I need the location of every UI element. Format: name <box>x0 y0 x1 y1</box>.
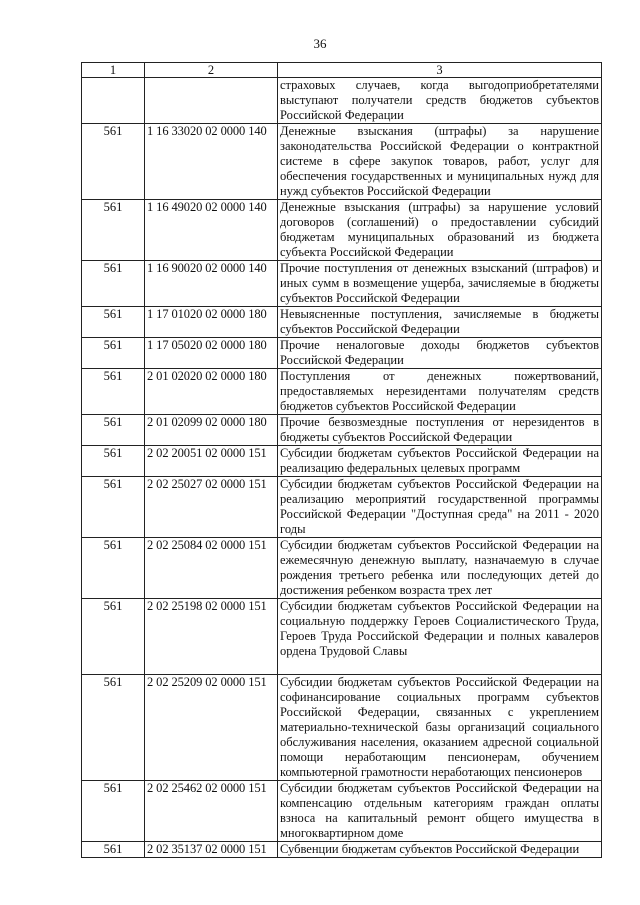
revenue-description-cell: Субсидии бюджетам субъектов Российской Федерации на софинансирование социальных программ субъектов Российской Федерации, связанных с укреплением материально-технической базы организаций социального обслуживания населения, оказанием адресной социальной помощи неработающим пенсионерам, обучением компьютерной грамотности неработающих пенсионеров <box>278 675 602 781</box>
administrator-code-cell: 561 <box>82 124 145 200</box>
table-row <box>82 261 602 307</box>
administrator-code-cell: 561 <box>82 307 145 338</box>
administrator-code-cell: 561 <box>82 261 145 307</box>
revenue-description-cell: Невыясненные поступления, зачисляемые в бюджеты субъектов Российской Федерации <box>278 307 602 338</box>
column-header: 3 <box>278 63 602 78</box>
revenue-description-cell: Прочие безвозмездные поступления от нерезидентов в бюджеты субъектов Российской Федерации <box>278 415 602 446</box>
budget-classification-code-cell: 2 02 25209 02 0000 151 <box>145 675 278 781</box>
column-header: 2 <box>145 63 278 78</box>
administrator-code-cell: 561 <box>82 599 145 675</box>
table-row <box>82 307 602 338</box>
administrator-code-cell: 561 <box>82 477 145 538</box>
table-row <box>82 200 602 261</box>
table-body <box>82 78 602 858</box>
administrator-code-cell: 561 <box>82 781 145 842</box>
revenue-description-cell: Субсидии бюджетам субъектов Российской Федерации на реализацию мероприятий государственной программы Российской Федерации "Доступная среда" на 2011 - 2020 годы <box>278 477 602 538</box>
administrator-code-cell: 561 <box>82 200 145 261</box>
budget-classification-code-cell: 2 02 25462 02 0000 151 <box>145 781 278 842</box>
budget-classification-code-cell: 2 02 20051 02 0000 151 <box>145 446 278 477</box>
budget-classification-code-cell: 2 01 02099 02 0000 180 <box>145 415 278 446</box>
table-row <box>82 477 602 538</box>
administrator-code-cell <box>82 78 145 124</box>
budget-classification-code-cell: 1 16 49020 02 0000 140 <box>145 200 278 261</box>
revenue-description-cell: Денежные взыскания (штрафы) за нарушение условий договоров (соглашений) о предоставлении субсидий бюджетам муниципальных образований из бюджета субъекта Российской Федерации <box>278 200 602 261</box>
table-header-row <box>82 63 602 78</box>
budget-classification-code-cell: 2 02 25027 02 0000 151 <box>145 477 278 538</box>
table-row <box>82 369 602 415</box>
administrator-code-cell: 561 <box>82 369 145 415</box>
administrator-code-cell: 561 <box>82 415 145 446</box>
budget-classification-code-cell: 1 17 01020 02 0000 180 <box>145 307 278 338</box>
budget-classification-code-cell: 1 16 33020 02 0000 140 <box>145 124 278 200</box>
revenue-description-cell: страховых случаев, когда выгодоприобретателями выступают получатели средств бюджетов субъектов Российской Федерации <box>278 78 602 124</box>
revenue-description-cell: Субсидии бюджетам субъектов Российской Федерации на реализацию федеральных целевых программ <box>278 446 602 477</box>
budget-classification-code-cell: 2 02 25198 02 0000 151 <box>145 599 278 675</box>
revenue-description-cell: Поступления от денежных пожертвований, предоставляемых нерезидентами получателям средств бюджетов субъектов Российской Федерации <box>278 369 602 415</box>
revenue-description-cell: Прочие неналоговые доходы бюджетов субъектов Российской Федерации <box>278 338 602 369</box>
table-row <box>82 538 602 599</box>
table-row <box>82 675 602 781</box>
administrator-code-cell: 561 <box>82 446 145 477</box>
revenue-description-cell: Субвенции бюджетам субъектов Российской Федерации <box>278 842 602 858</box>
budget-classification-code-cell: 2 02 35137 02 0000 151 <box>145 842 278 858</box>
budget-classification-code-cell: 2 01 02020 02 0000 180 <box>145 369 278 415</box>
budget-classification-code-cell: 2 02 25084 02 0000 151 <box>145 538 278 599</box>
administrator-code-cell: 561 <box>82 538 145 599</box>
administrator-code-cell: 561 <box>82 675 145 781</box>
table-row <box>82 124 602 200</box>
page-number: 36 <box>313 36 327 51</box>
revenue-description-cell: Субсидии бюджетам субъектов Российской Федерации на компенсацию отдельным категориям граждан оплаты взноса на капитальный ремонт общего имущества в многоквартирном доме <box>278 781 602 842</box>
table-row <box>82 338 602 369</box>
revenue-description-cell: Денежные взыскания (штрафы) за нарушение законодательства Российской Федерации о контрактной системе в сфере закупок товаров, работ, услуг для обеспечения государственных и муниципальных нужд для нужд субъектов Российской Федерации <box>278 124 602 200</box>
revenue-description-cell: Прочие поступления от денежных взысканий (штрафов) и иных сумм в возмещение ущерба, зачисляемые в бюджеты субъектов Российской Федерации <box>278 261 602 307</box>
column-header: 1 <box>82 63 145 78</box>
administrator-code-cell: 561 <box>82 338 145 369</box>
table-row <box>82 78 602 124</box>
table-row <box>82 415 602 446</box>
table-row <box>82 599 602 675</box>
budget-codes-table <box>81 62 602 858</box>
table-row <box>82 781 602 842</box>
budget-classification-code-cell: 1 16 90020 02 0000 140 <box>145 261 278 307</box>
budget-classification-code-cell <box>145 78 278 124</box>
administrator-code-cell: 561 <box>82 842 145 858</box>
revenue-description-cell: Субсидии бюджетам субъектов Российской Федерации на ежемесячную денежную выплату, назначаемую в случае рождения третьего ребенка или последующих детей до достижения ребенком возраста трех лет <box>278 538 602 599</box>
table-row <box>82 842 602 858</box>
table-row <box>82 446 602 477</box>
revenue-description-cell: Субсидии бюджетам субъектов Российской Федерации на социальную поддержку Героев Социалистического Труда, Героев Труда Российской Федерации и полных кавалеров ордена Трудовой Славы <box>278 599 602 675</box>
budget-classification-code-cell: 1 17 05020 02 0000 180 <box>145 338 278 369</box>
